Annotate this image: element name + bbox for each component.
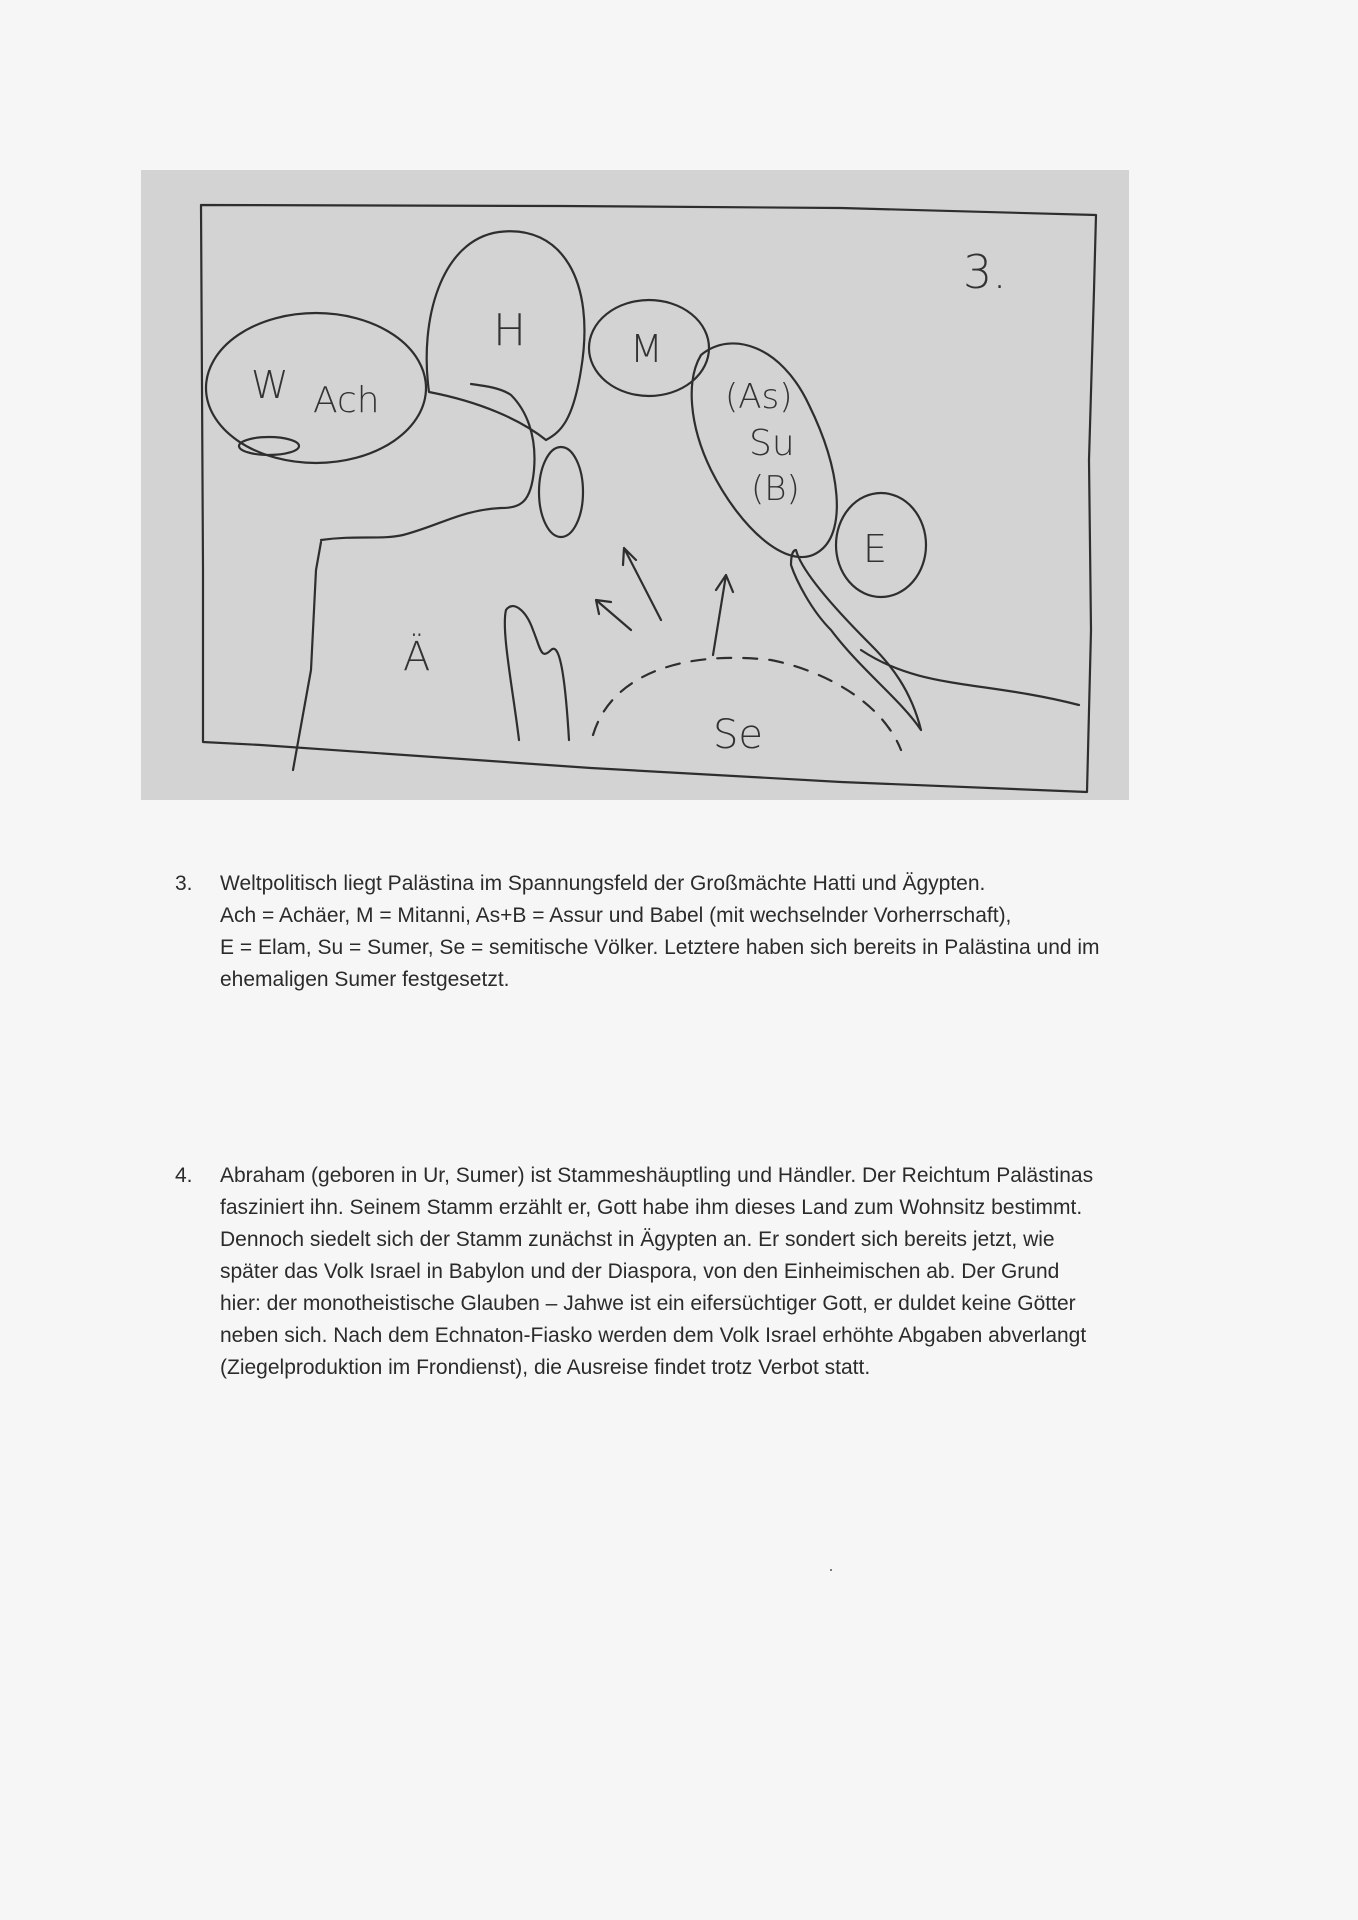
text-line: Ach = Achäer, M = Mitanni, As+B = Assur und Babel (mit wechselnder Vorherrschaft), xyxy=(220,904,1012,927)
label-elam: E xyxy=(863,527,888,571)
text-line: später das Volk Israel in Babylon und der Diaspora, von den Einheimischen ab. Der Grund xyxy=(220,1260,1060,1283)
label-aegean: Ä xyxy=(403,634,431,680)
peninsula xyxy=(505,606,569,740)
section-body xyxy=(220,868,1165,996)
section-number: 3. xyxy=(175,872,193,895)
section-body xyxy=(220,1160,1165,1384)
label-assur: (As) xyxy=(725,377,793,417)
text-line: Dennoch siedelt sich der Stamm zunächst in Ägypten an. Er sondert sich bereits jetzt, wie xyxy=(220,1228,1055,1251)
arrow-3 xyxy=(713,575,733,655)
text-line: fasziniert ihn. Seinem Stamm erzählt er, Gott habe ihm dieses Land zum Wohnsitz bestimmt. xyxy=(220,1196,1083,1219)
label-page-number: 3. xyxy=(963,245,1007,299)
label-sumer: Su xyxy=(749,423,795,464)
hand-drawn-map-sketch xyxy=(141,170,1129,800)
gulf xyxy=(791,550,921,730)
label-mitanni: M xyxy=(630,327,663,371)
arrow-2 xyxy=(623,548,661,620)
label-w: W xyxy=(251,363,289,407)
text-line: ehemaligen Sumer festgesetzt. xyxy=(220,968,510,991)
label-babel: (B) xyxy=(751,469,800,509)
section-3 xyxy=(175,868,1165,996)
label-hatti: H xyxy=(493,305,527,356)
section-number: 4. xyxy=(175,1164,193,1187)
text-line: Abraham (geboren in Ur, Sumer) ist Stammeshäuptling und Händler. Der Reichtum Palästinas xyxy=(220,1164,1094,1187)
section-4 xyxy=(175,1160,1165,1384)
label-semites: Se xyxy=(713,712,763,758)
paper-speck xyxy=(830,1569,832,1571)
arrow-1 xyxy=(596,600,631,630)
text-line: Weltpolitisch liegt Palästina im Spannungsfeld der Großmächte Hatti und Ägypten. xyxy=(220,872,986,895)
cyprus-oval xyxy=(539,447,583,537)
text-line: (Ziegelproduktion im Frondienst), die Ausreise findet trotz Verbot statt. xyxy=(220,1356,871,1379)
map-frame xyxy=(201,205,1096,792)
text-line: E = Elam, Su = Sumer, Se = semitische Völker. Letztere haben sich bereits in Palästina und im xyxy=(220,936,1100,959)
text-line: hier: der monotheistische Glauben – Jahwe ist ein eifersüchtiger Gott, er duldet keine Götter xyxy=(220,1292,1076,1315)
text-line: neben sich. Nach dem Echnaton-Fiasko werden dem Volk Israel erhöhte Abgaben abverlangt xyxy=(220,1324,1087,1347)
label-achaeans: Ach xyxy=(313,380,380,421)
map-drawing xyxy=(141,170,1129,800)
coastline-west xyxy=(293,542,321,770)
